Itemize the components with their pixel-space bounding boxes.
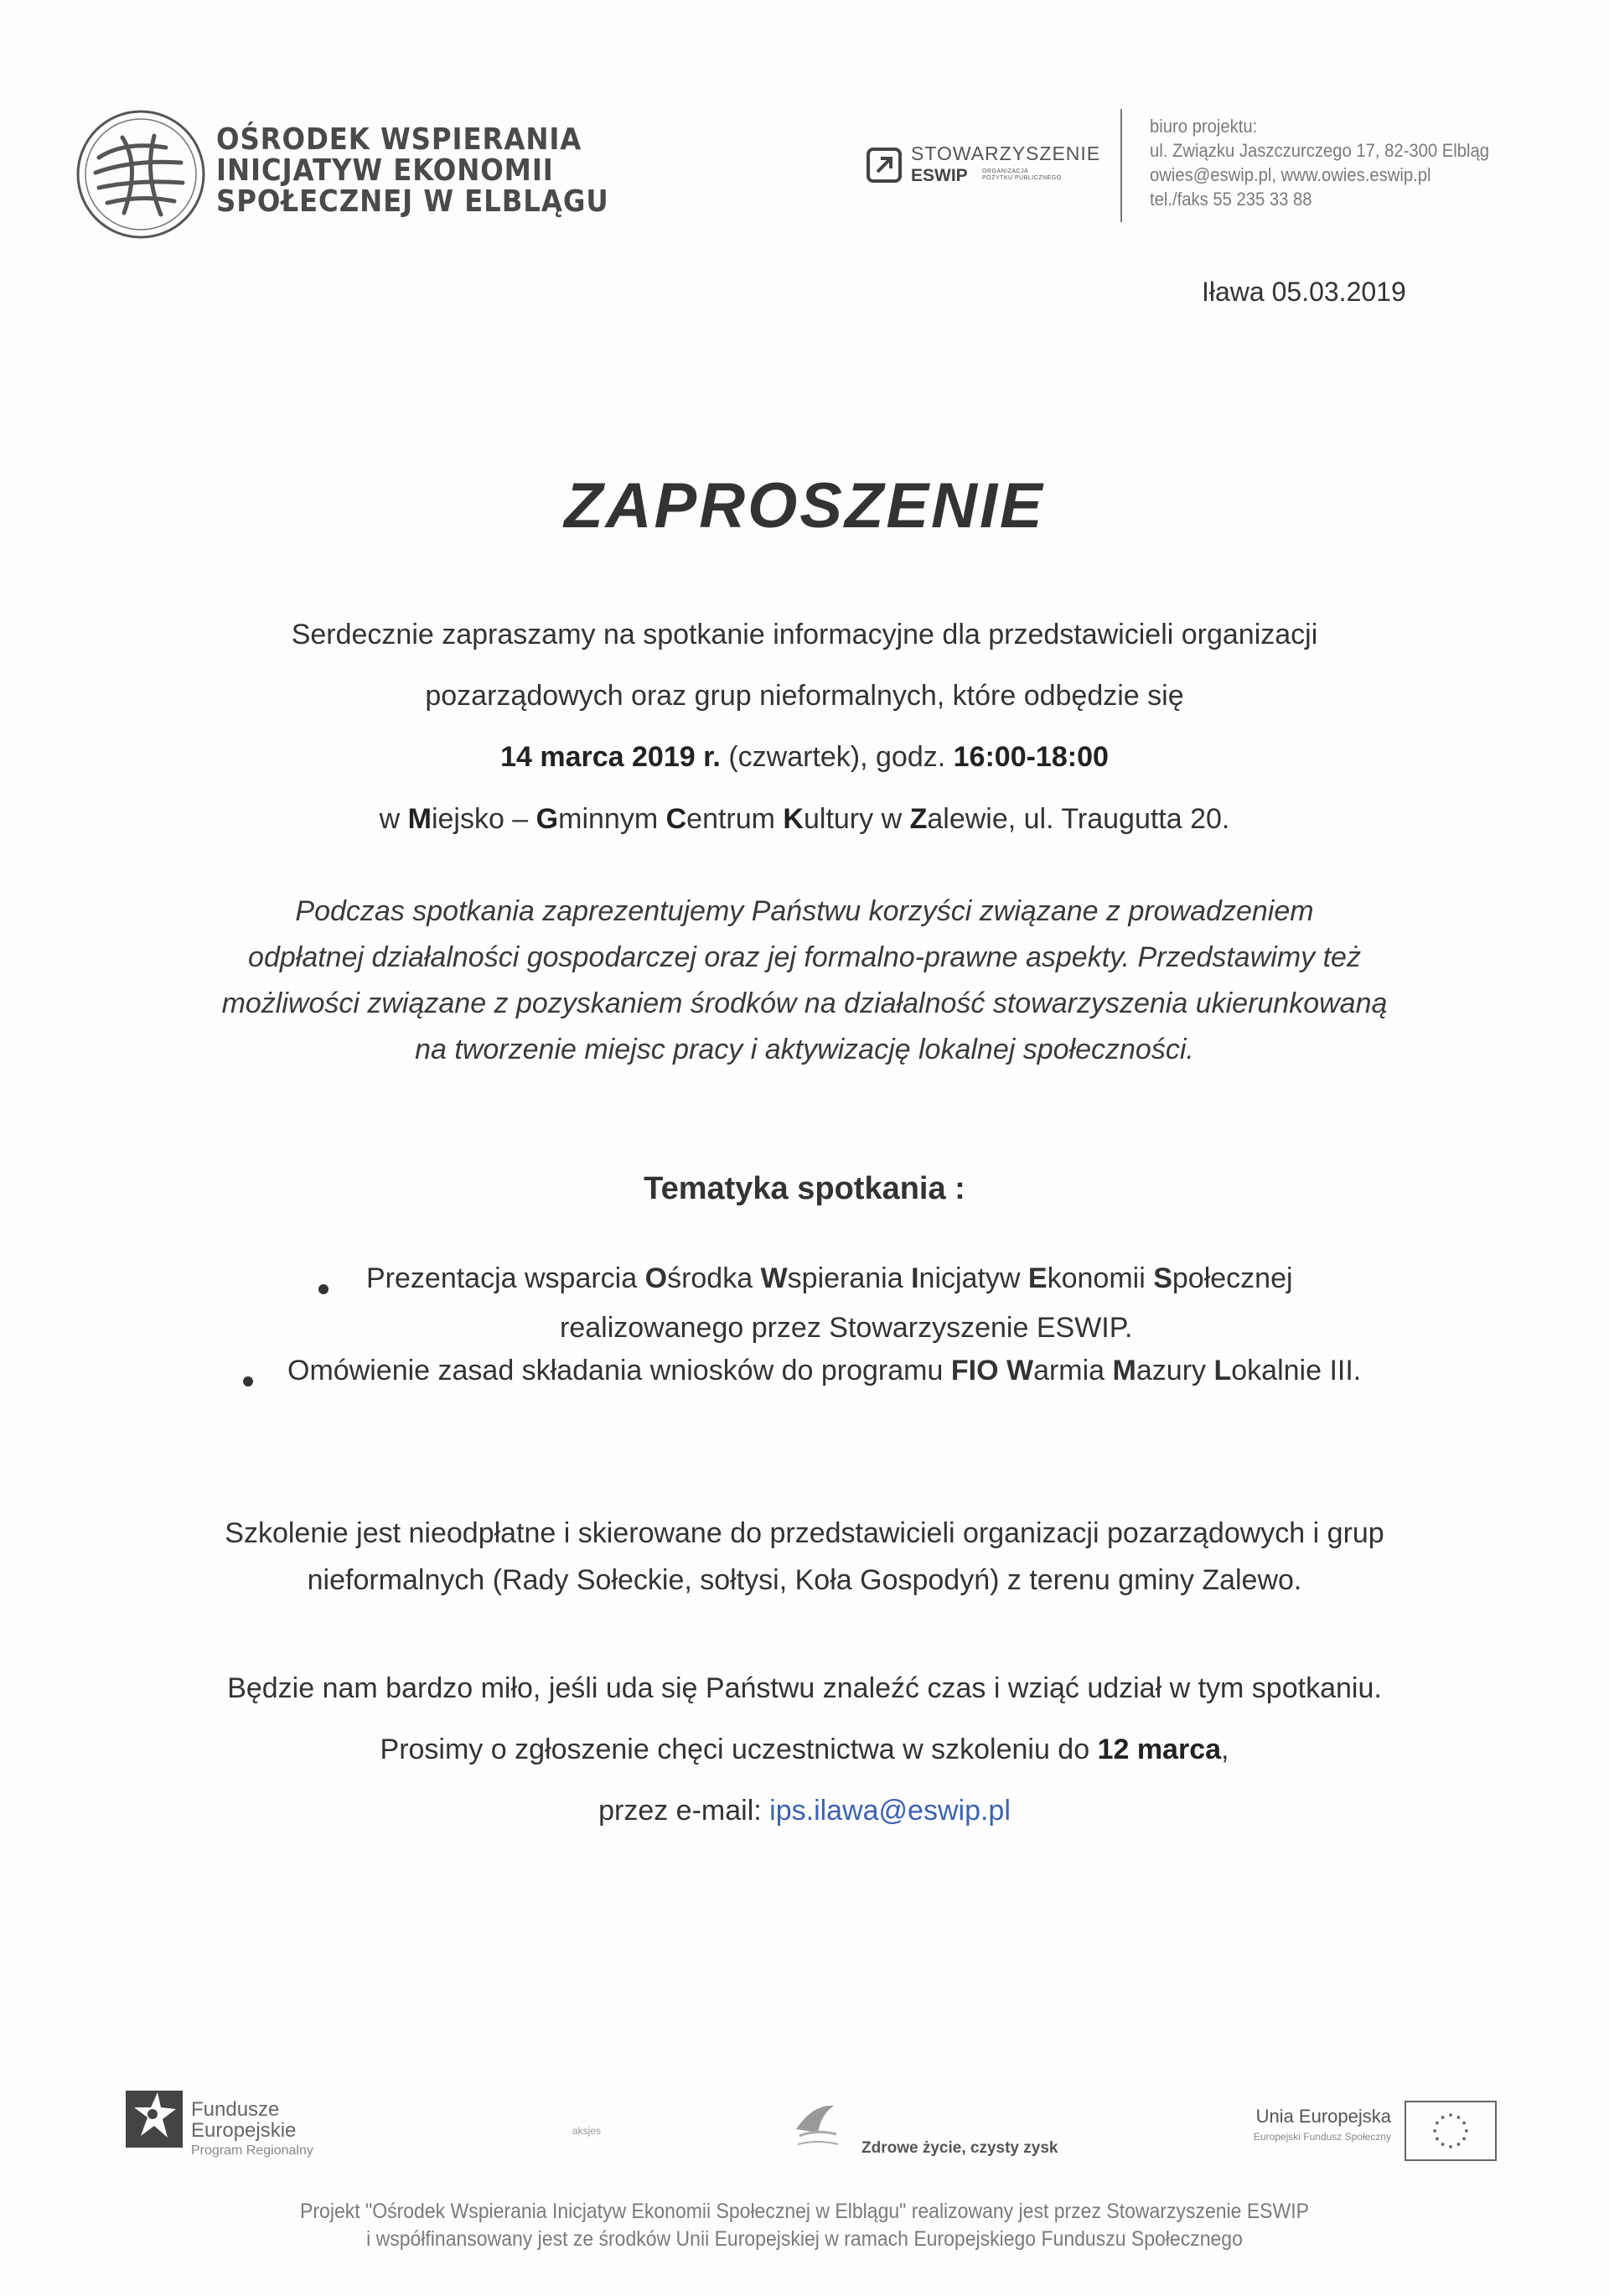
topic-text: Omówienie zasad składania wniosków do programu	[287, 1355, 951, 1386]
topic-initial: M	[1112, 1355, 1136, 1386]
ue-name: Unia Europejska	[1255, 2106, 1391, 2127]
venue-text: alewie, ul. Traugutta 20.	[927, 803, 1230, 835]
closing-line: Będzie nam bardzo miło, jeśli uda się Państwu znaleźć czas i wziąć udział w tym spotkaniu.	[227, 1672, 1382, 1704]
fundusze-europejskie-star-logo	[124, 2089, 184, 2149]
eswip-line2: ESWIP	[911, 166, 968, 185]
fe-line: Europejskie	[191, 2119, 297, 2142]
topic-initial: E	[1027, 1262, 1048, 1294]
intro-line: Serdecznie zapraszamy na spotkanie informacyjne dla przedstawicieli organizacji	[291, 619, 1318, 650]
office-line: biuro projektu:	[1150, 116, 1258, 137]
venue-initial: K	[783, 803, 804, 835]
eswip-line1: STOWARZYSZENIE	[911, 143, 1101, 164]
bullet-icon	[243, 1376, 253, 1386]
letter-date: Iława 05.03.2019	[1202, 277, 1406, 307]
unia-europejska-text	[1207, 2106, 1391, 2143]
topic-item	[366, 1262, 1293, 1295]
topic-text: azury	[1136, 1355, 1214, 1386]
venue-initial: G	[535, 803, 559, 835]
meeting-date: 14 marca 2019 r.	[500, 741, 721, 773]
owies-circle-logo	[74, 107, 208, 241]
eu-flag-icon	[1405, 2101, 1497, 2161]
project-funding-note	[65, 2198, 1544, 2253]
partner-mark: aksjes	[572, 2125, 602, 2137]
topic-item-continued: realizowanego przez Stowarzyszenie ESWIP.	[560, 1312, 1133, 1344]
office-line: tel./faks 55 235 33 88	[1150, 189, 1312, 210]
topic-text: środka	[667, 1262, 761, 1294]
owies-name-line: OŚRODEK WSPIERANIA	[216, 122, 582, 157]
venue-text: entrum	[686, 803, 784, 835]
registration-deadline	[0, 1734, 1609, 1766]
venue-initial: C	[665, 803, 687, 835]
topic-text	[999, 1355, 1006, 1386]
eswip-tagline	[982, 168, 1083, 182]
document-title: ZAPROSZENIE	[564, 470, 1045, 542]
email-label: przez e-mail:	[598, 1795, 770, 1827]
venue-text: ultury w	[803, 803, 910, 835]
contact-email-link[interactable]: ips.ilawa@eswip.pl	[769, 1795, 1011, 1827]
project-office-info	[1150, 114, 1489, 211]
eswip-tagline-line: POŻYTKU PUBLICZNEGO	[982, 175, 1062, 181]
bullet-icon	[318, 1284, 329, 1294]
warmia-mazury-logo	[788, 2096, 846, 2154]
description-line: na tworzenie miejsc pracy i aktywizację lokalnej społeczności.	[415, 1034, 1194, 1065]
owies-name	[216, 122, 609, 219]
venue-text: minnym	[558, 803, 666, 835]
description-line: odpłatnej działalności gospodarczej oraz jej formalno-prawne aspekty. Przedstawimy też	[248, 941, 1361, 973]
venue-text: w	[379, 803, 408, 835]
deadline-date: 12 marca	[1097, 1734, 1222, 1765]
header-divider	[1120, 109, 1122, 222]
topic-initial: W	[760, 1262, 788, 1294]
office-line: ul. Związku Jaszczurczego 17, 82-300 Elbląg	[1150, 140, 1490, 161]
description-line: możliwości związane z pozyskaniem środków na działalność stowarzyszenia ukierunkowaną	[221, 987, 1388, 1019]
office-line: owies@eswip.pl, www.owies.eswip.pl	[1150, 164, 1431, 185]
warmia-mazury-slogan: Zdrowe życie, czysty zysk	[861, 2139, 1058, 2157]
description-line: Podczas spotkania zaprezentujemy Państwu korzyści związane z prowadzeniem	[295, 895, 1314, 927]
topics-heading: Tematyka spotkania :	[644, 1171, 965, 1206]
owies-name-line: INICJATYW EKONOMII	[216, 153, 554, 188]
meeting-time: 16:00-18:00	[953, 741, 1109, 773]
topic-initial: FIO	[950, 1355, 999, 1386]
topic-text: nicjatyw	[918, 1262, 1028, 1294]
topic-initial: L	[1213, 1355, 1232, 1386]
fundusze-europejskie-text	[191, 2099, 313, 2161]
fe-line: Fundusze	[191, 2098, 280, 2121]
venue-text: iejsko –	[431, 803, 536, 835]
meeting-venue	[0, 803, 1609, 836]
topic-initial: W	[1006, 1355, 1034, 1386]
topic-text: armia	[1033, 1355, 1113, 1386]
topic-item	[287, 1355, 1361, 1387]
project-note-line: i współfinansowany jest ze środków Unii Europejskiej w ramach Europejskiego Funduszu Społecznego	[366, 2227, 1243, 2251]
topic-text: okalnie III.	[1231, 1355, 1362, 1386]
intro-line: pozarządowych oraz grup nieformalnych, które odbędzie się	[425, 680, 1184, 712]
fe-program: Program Regionalny	[191, 2143, 313, 2158]
topic-initial: I	[911, 1262, 919, 1294]
meeting-day: (czwartek), godz.	[720, 741, 954, 773]
project-note-line: Projekt "Ośrodek Wspierania Inicjatyw Ekonomii Społecznej w Elblągu" realizowany jest przez Stowarzyszenie ESWIP	[300, 2200, 1309, 2223]
topic-text: połecznej	[1172, 1262, 1293, 1294]
meeting-datetime	[0, 741, 1609, 774]
deadline-text: Prosimy o zgłoszenie chęci uczestnictwa w szkoleniu do	[380, 1734, 1098, 1765]
registration-email-line	[0, 1795, 1609, 1827]
topic-text: spierania	[787, 1262, 912, 1294]
training-line: Szkolenie jest nieodpłatne i skierowane do przedstawicieli organizacji pozarządowych i grup	[225, 1517, 1384, 1549]
topic-text: konomii	[1047, 1262, 1154, 1294]
venue-initial: M	[407, 803, 432, 835]
owies-name-line: SPOŁECZNEJ W ELBLĄGU	[216, 184, 609, 219]
ue-fund: Europejski Fundusz Społeczny	[1253, 2131, 1391, 2143]
venue-initial: Z	[909, 803, 928, 835]
eswip-arrow-icon	[867, 148, 902, 183]
topic-initial: S	[1153, 1262, 1172, 1294]
eswip-tagline-line: ORGANIZACJA	[982, 168, 1029, 174]
topic-text: Prezentacja wsparcia	[366, 1262, 645, 1294]
training-line: nieformalnych (Rady Sołeckie, sołtysi, Koła Gospodyń) z terenu gminy Zalewo.	[307, 1564, 1302, 1596]
deadline-text: ,	[1221, 1734, 1229, 1765]
topic-initial: O	[644, 1262, 668, 1294]
